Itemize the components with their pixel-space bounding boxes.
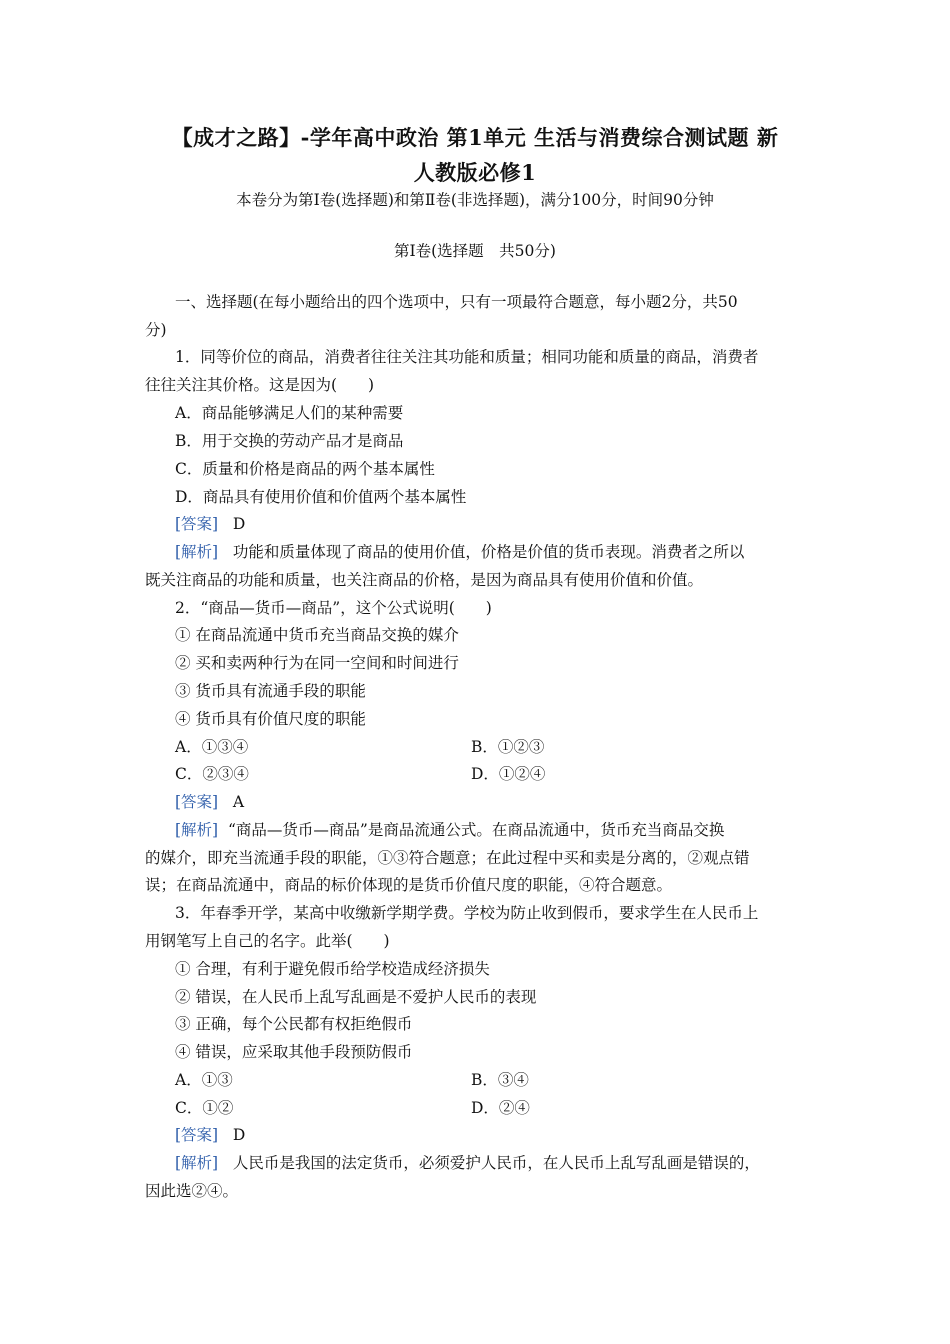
q2-option-a: A．①③④: [175, 738, 249, 756]
answer-label: [答案]: [175, 1126, 219, 1144]
q3-analysis-line2: 因此选②④。: [145, 1182, 239, 1200]
q1-option-d: D．商品具有使用价值和价值两个基本属性: [175, 488, 467, 506]
section-title: 第Ⅰ卷(选择题 共50分): [394, 242, 556, 260]
analysis-label: [解析]: [175, 821, 219, 839]
q3-answer-row: [175, 1125, 245, 1145]
instructions-line1: 一、选择题(在每小题给出的四个选项中，只有一项最符合题意，每小题2分，共50: [175, 293, 738, 311]
q3-item-3: ③ 正确，每个公民都有权拒绝假币: [175, 1015, 413, 1033]
q2-analysis-line2: 的媒介，即充当流通手段的职能，①③符合题意；在此过程中买和卖是分离的，②观点错: [145, 849, 750, 867]
q2-option-c: C．②③④: [175, 765, 249, 783]
exam-intro: 本卷分为第Ⅰ卷(选择题)和第Ⅱ卷(非选择题)，满分100分，时间90分钟: [236, 191, 714, 209]
q2-analysis-line1: “商品—货币—商品”是商品流通公式。在商品流通中，货币充当商品交换: [227, 821, 725, 839]
q2-answer-value: A: [232, 793, 245, 811]
q3-option-b: B．③④: [471, 1071, 529, 1089]
q3-option-a: A．①③: [175, 1071, 233, 1089]
q3-answer-value: D: [232, 1126, 246, 1144]
q2-analysis-row: [175, 820, 724, 840]
q2-stem: 2．“商品—货币—商品”，这个公式说明( ): [175, 599, 492, 617]
q3-analysis-row: [175, 1153, 760, 1173]
q1-stem-line2: 往往关注其价格。这是因为( ): [145, 376, 375, 394]
q1-analysis-line2: 既关注商品的功能和质量，也关注商品的价格，是因为商品具有使用价值和价值。: [145, 571, 704, 589]
q3-option-c: C．①②: [175, 1099, 234, 1117]
document-title-line1: 【成才之路】-学年高中政治 第1单元 生活与消费综合测试题 新: [171, 125, 779, 150]
q1-option-c: C．质量和价格是商品的两个基本属性: [175, 460, 435, 478]
q1-stem-line1: 1．同等价位的商品，消费者往往关注其功能和质量；相同功能和质量的商品，消费者: [175, 348, 759, 366]
q3-stem-line1: 3．年春季开学，某高中收缴新学期学费。学校为防止收到假币，要求学生在人民币上: [175, 904, 759, 922]
analysis-label: [解析]: [175, 1154, 219, 1172]
q3-option-d: D．②④: [471, 1099, 530, 1117]
q3-analysis-line1: 人民币是我国的法定货币，必须爱护人民币，在人民币上乱写乱画是错误的，: [232, 1154, 760, 1172]
q3-stem-line2: 用钢笔写上自己的名字。此举( ): [145, 932, 390, 950]
answer-label: [答案]: [175, 793, 219, 811]
q1-analysis-row: [175, 542, 744, 562]
q1-answer-row: [175, 514, 245, 534]
q2-item-4: ④ 货币具有价值尺度的职能: [175, 710, 366, 728]
document-title-line2: 人教版必修1: [413, 160, 537, 185]
q3-item-4: ④ 错误，应采取其他手段预防假币: [175, 1043, 413, 1061]
q1-option-a: A．商品能够满足人们的某种需要: [175, 404, 404, 422]
q1-analysis-line1: 功能和质量体现了商品的使用价值，价格是价值的货币表现。消费者之所以: [232, 543, 745, 561]
analysis-label: [解析]: [175, 543, 219, 561]
q2-analysis-line3: 误；在商品流通中，商品的标价体现的是货币价值尺度的职能，④符合题意。: [145, 876, 673, 894]
q1-answer-value: D: [232, 515, 246, 533]
q2-item-2: ② 买和卖两种行为在同一空间和时间进行: [175, 654, 459, 672]
q2-item-1: ① 在商品流通中货币充当商品交换的媒介: [175, 626, 459, 644]
q2-option-b: B．①②③: [471, 738, 545, 756]
q1-option-b: B．用于交换的劳动产品才是商品: [175, 432, 404, 450]
q3-item-1: ① 合理，有利于避免假币给学校造成经济损失: [175, 960, 490, 978]
q2-answer-row: [175, 792, 244, 812]
q2-option-d: D．①②④: [471, 765, 546, 783]
answer-label: [答案]: [175, 515, 219, 533]
instructions-line2: 分): [145, 321, 167, 339]
q2-item-3: ③ 货币具有流通手段的职能: [175, 682, 366, 700]
q3-item-2: ② 错误，在人民币上乱写乱画是不爱护人民币的表现: [175, 988, 537, 1006]
